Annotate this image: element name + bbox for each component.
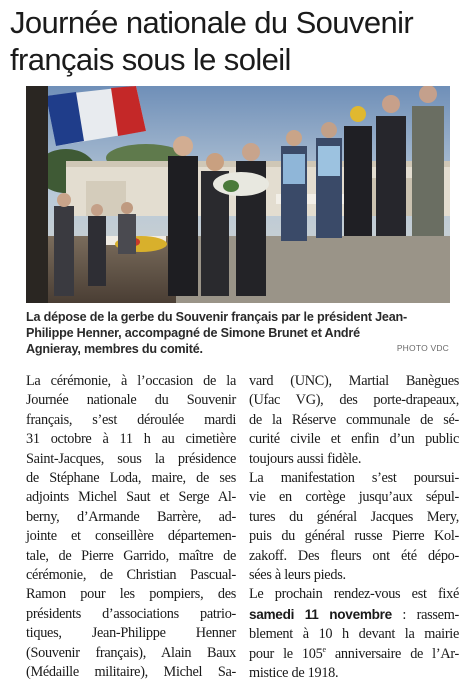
body-line: Saint-Jacques, sous la présidence [26,450,236,467]
highlighted-date: samedi 11 novembre [249,606,392,622]
body-line: curité civile et enfin d’un public [249,431,459,448]
photo-credit: PHOTO VDC [396,343,449,353]
body-line: 31 octobre à 11 h au cimetière [26,431,236,448]
ceremony-photo-illustration [26,86,450,303]
body-line: Journée nationale du Souvenir [26,392,236,409]
body-line: La cérémonie, à l’occasion de la [26,373,236,389]
body-paragraph-1-continued [249,372,459,469]
body-line: (Souvenir français), Alain Baux [26,644,236,661]
body-line: toujours aussi fidèle. [249,450,362,467]
body-line: blement à 10 h devant la mairie [249,626,459,643]
ordinal-superscript: e [322,644,326,654]
body-line: vie en cortège jusqu’aux sépul- [249,489,459,506]
body-paragraph-1 [26,372,236,683]
body-line: Le prochain rendez-vous est fixé [249,586,459,603]
body-line: de Stéphane Loda, maire, de ses [26,470,236,487]
body-line: La manifestation s’est poursui- [249,470,459,487]
body-paragraph-3 [249,585,459,683]
body-line: tiques, Jean-Philippe Henner [26,625,236,642]
caption-line-2: Philippe Henner, accompagné de Simone Brunet et André [26,326,360,340]
photo-caption [26,309,450,357]
body-line: zakoff. Des fleurs ont été dépo- [249,547,459,564]
body-line: Ramon pour les pompiers, des [26,586,236,603]
body-line: berny, d’Armande Barrère, ad- [26,508,236,525]
body-text-fragment: anniversaire de l’Ar- [325,645,459,662]
headline [10,4,465,78]
body-line: (Ufac VG), des porte-drapeaux, [249,392,459,409]
article-photo [26,86,450,303]
body-line: adjoints Michel Saut et Serge Al- [26,489,236,506]
caption-line-1: La dépose de la gerbe du Souvenir français par le président Jean- [26,310,408,324]
body-paragraph-2 [249,469,459,585]
body-line: présidents d’associations patrio- [26,605,236,622]
body-line: tures du général Jacques Mery, [249,508,459,525]
body-line: (Médaille militaire), Michel Sa- [26,664,236,681]
body-text-fragment: pour le 105 [249,645,323,662]
body-column-right [249,372,459,684]
body-line-with-ordinal [249,645,459,664]
body-line: mistice de 1918. [249,665,339,682]
body-line: tale, de Pierre Garrido, maître de [26,547,236,564]
body-line: vard (UNC), Martial Banègues [249,373,459,389]
body-text-fragment: : rassem- [391,606,459,623]
body-line: français, s’est déroulée mardi [26,411,236,428]
headline-line-1: Journée nationale du Souvenir [10,5,414,40]
body-column-left [26,372,236,683]
headline-line-2: français sous le soleil [10,42,291,77]
body-line: de la Réserve communale de sé- [249,411,459,428]
body-line: jointe et conseillère départemen- [26,528,236,545]
body-line: cérémonie, de Christian Pascual- [26,567,236,584]
body-line: sées à leurs pieds. [249,567,346,584]
body-line-with-date [249,605,459,625]
caption-line-3: Agnieray, membres du comité. [26,342,203,356]
body-line: puis du général russe Pierre Kol- [249,528,459,545]
